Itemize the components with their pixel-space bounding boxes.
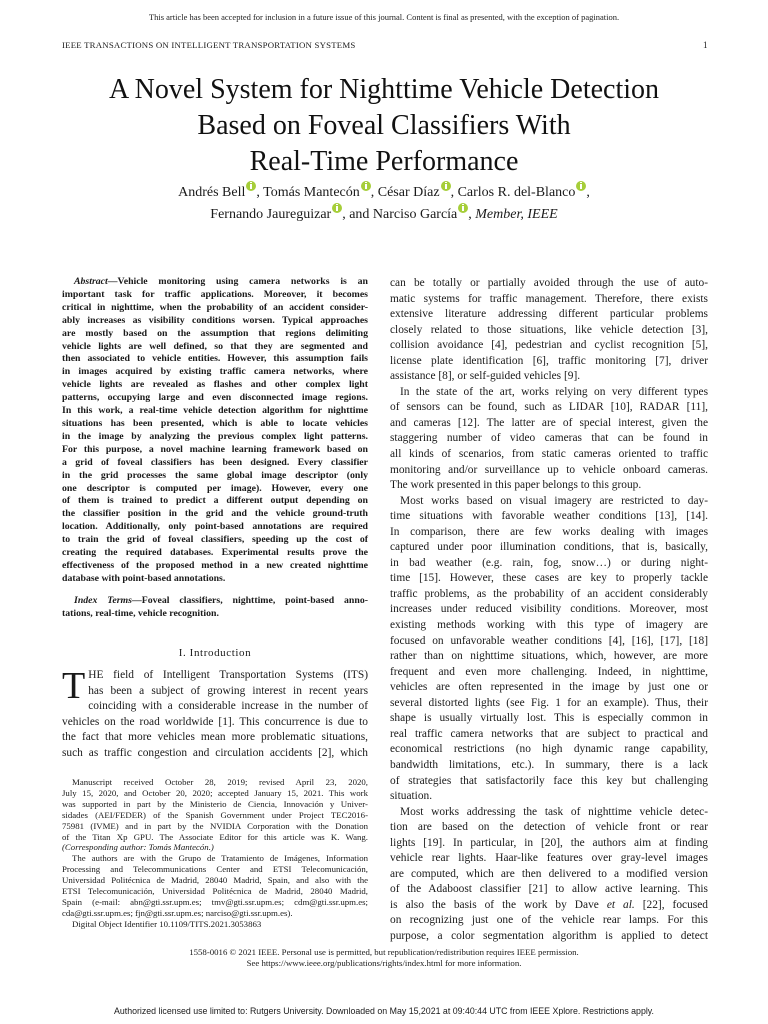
intro-line: such as traffic congestion and circulation accidents [2], which [62,746,368,759]
body-line: all kinds of scenarios, from static cameras oriented to traffic [390,448,708,461]
footnote-line: (Corresponding author: Tomás Mantecón.) [62,842,214,853]
body-line: and cameras [12]. The latter are of special interest, given the [390,416,708,429]
body-line: assistance [8], or self-guided vehicles [9]. [390,370,581,383]
footnote-line: sidades (AEI/FEDER) of the Spanish Government under Project TEC2016- [62,809,368,820]
body-line: time situations with favorable weather conditions [13], [14]. [390,510,708,523]
orcid-icon[interactable] [246,181,256,191]
abstract-line: location. Additionally, only point-based annotations are required [62,521,368,533]
index-terms [62,595,368,621]
body-line: economical restrictions (no high dynamic range capability, [390,743,708,756]
body-line: of the Adaboost classifier [21] to allow active learning. This [390,883,708,896]
footnote-line: Universidad Politécnica de Madrid, 28040 Madrid, Spain, and also with the [62,875,368,886]
abstract-line: ably increases as visibility conditions worsen. Typical approaches [62,314,368,326]
body-line: vehicle rear lights. Haar-like features over gray-level images [390,852,708,865]
intro-line: the fact that more vehicles mean more problematic situations, [62,731,368,744]
body-line: closely related to those situations, like vehicle detection [3], [390,323,708,336]
intro-line: coinciding with a considerable increase in the number of [88,700,368,713]
abstract-line: For this purpose, a novel machine learning framework based on [62,443,368,455]
abstract-line: in the grid processes the same global image descriptor (only [62,469,368,481]
drop-cap: T [62,665,86,707]
index-terms-line: Foveal classifiers, nighttime, point-based anno- [141,595,368,606]
abstract-line: Vehicle monitoring using camera networks is an [117,276,368,287]
body-line: of strategies that satisfactorily face this key but challenging [390,774,708,787]
license-banner: Authorized licensed use limited to: Rutgers University. Downloaded on May 15,2021 at 09:40:44 UTC from IEEE Xplore. Restrictions apply. [114,1006,654,1016]
abstract-line: important task for traffic applications. Moreover, it becomes [62,288,368,300]
body-line: rather than on nighttime situations, which, however, are more [390,650,708,663]
author-name: , Carlos R. del-Blanco [450,185,576,200]
orcid-icon[interactable] [361,181,371,191]
abstract-line: creating the required databases. Experimental results prove the [62,547,368,559]
title-line: A Novel System for Nighttime Vehicle Detection [108,74,660,105]
footnote-line: ETSI Telecomunicación, Universidad Politécnica de Madrid, 28040 Madrid, [62,886,368,897]
orcid-icon[interactable] [458,203,468,213]
intro-line: has been a subject of growing interest in recent years [88,684,368,697]
body-line: time [15]. However, these cases are key to properly tackle [390,572,708,585]
manuscript-footnote [62,777,368,930]
body-line: several distorted lights (see Fig. 1 for an example). Thus, their [390,696,708,709]
abstract-line: in images acquired by existing traffic camera networks, where [62,366,368,378]
et-al: et al. [606,898,635,911]
abstract-line: to train the grid of foveal classifiers, speeding up the cost of [62,534,368,546]
author-name: , and Narciso García [342,207,458,222]
body-line: The work presented in this paper belongs to this group. [390,479,642,492]
footnote-line: Manuscript received October 28, 2019; revised April 23, 2020, [72,777,368,787]
author-name: Fernando Jaureguizar [210,207,332,222]
footnote-line: Spain (e-mail: abn@gti.ssr.upm.es; tmv@gti.ssr.upm.es; cdm@gti.ssr.upm.es; [62,896,368,907]
body-line: extensive literature addressing different particular problems [390,308,708,321]
abstract-line: vehicle lights are revealed as flashes and other complex light [62,379,368,391]
body-line: traffic problems, as the probability of an accident considerably [390,587,708,600]
abstract-line: vehicle lights are well defined, so that they are segmented and [62,340,368,352]
footnote-line: July 15, 2020, and October 20, 2020; accepted January 15, 2021. This work [62,787,368,798]
body-line-tail: [22], focused [634,898,708,911]
title-line: Real-Time Performance [249,146,519,177]
rights-link-line[interactable]: See https://www.ieee.org/publications/rights/index.html for more information. [246,958,522,968]
abstract-line: are mostly based on the assumption that regions delimiting [62,327,368,339]
body-line: existing methods working with this type of imagery are [390,619,708,632]
body-line: vehicles are often represented in the image by just one or [390,681,708,694]
author-separator: , [586,185,590,200]
body-line: Most works addressing the task of nighttime vehicle detec- [400,805,708,818]
body-line: of sensors can be found, such as LIDAR [10], RADAR [11], [390,401,708,414]
abstract-line: a grid of foveal classifiers has been designed. Every classifier [62,456,368,468]
footnote-line: 75981 (IVME) and in part by the NVIDIA Corporation with the Donation [62,820,368,831]
introduction-text [62,665,368,761]
author-separator: , [468,207,476,222]
title-line: Based on Foveal Classifiers With [197,110,571,141]
footnote-line: was supported in part by the Ministerio de Ciencia, Innovación y Univer- [62,798,368,809]
body-line: In the state of the art, works relying on very different types [400,385,708,398]
author-list [40,181,728,225]
abstract-line: patterns, occupying large and even disconnected image regions. [62,392,368,404]
author-name: Andrés Bell [178,185,246,200]
body-line: real traffic camera networks that are subject to practical and [390,727,708,740]
index-terms-line: tations, real-time, vehicle recognition. [62,607,219,619]
abstract-line: critical in nighttime, when the probability of an accident consider- [62,301,368,313]
footnote-line: of the Titan Xp GPU. The Associate Editor for this article was K. Wang. [62,831,368,842]
body-line: In comparison, there are few works dealing with images [390,525,708,538]
body-line: increases under reduced visibility conditions. Moreover, most [390,603,708,616]
intro-line: vehicles on the road worldwide [1]. This concurrence is due to [62,715,368,728]
abstract-line: then associated to vehicle entities. However, this assumption fails [62,353,368,365]
body-line: frequent and even more challenging. Indeed, in nighttime, [390,665,708,678]
acceptance-notice: This article has been accepted for inclusion in a future issue of this journal. Content is final as presented, with the exception of pagination. [148,12,620,22]
abstract-line: one descriptor is computed per image). However, every one [62,482,368,494]
orcid-icon[interactable] [576,181,586,191]
abstract-line: in the image by analyzing the previous complex light patterns. [62,430,368,442]
body-line: matic systems for traffic management. Therefore, there exists [390,292,708,305]
abstract [62,276,368,586]
abstract-line: situations has been presented, which is able to locate vehicles [62,417,368,429]
journal-name: IEEE TRANSACTIONS ON INTELLIGENT TRANSPORTATION SYSTEMS [62,40,356,50]
abstract-line: database with point-based annotations. [62,572,226,584]
abstract-lead: Abstract— [74,276,118,287]
abstract-line: of them is trained to predict a different output depending on [62,495,368,507]
orcid-icon[interactable] [441,181,451,191]
body-line: Most works based on visual imagery are restricted to day- [400,494,708,507]
body-line: staggering number of video cameras that can be found in [390,432,708,445]
body-line: license plate identification [6], traffic monitoring [7], driver [390,354,708,367]
body-line: shape is usually virtually lost. This is especially common in [390,712,708,725]
author-name: , Tomás Mantecón [256,185,360,200]
body-line: on recognizing just one of the vehicle rear lamps. For this [390,914,708,927]
abstract-line: the classifier position in the grid and the vehicle ground-truth [62,508,368,520]
body-line: situation. [390,790,433,803]
footnote-line: Processing and Telecommunications Center and ETSI Telecomunicación, [62,864,368,875]
doi-line: Digital Object Identifier 10.1109/TITS.2021.3053863 [72,918,262,929]
footnote-line: cda@gti.ssr.upm.es; fjn@gti.ssr.upm.es; narciso@gti.ssr.upm.es). [62,907,293,918]
body-line: lights [19]. In particular, in [20], the authors aim at finding [390,836,708,849]
page-number: 1 [703,40,708,50]
author-name: , César Díaz [370,185,440,200]
body-line: in bad weather (e.g. rain, fog, snow…) or during night- [390,556,708,569]
footnote-line: The authors are with the Grupo de Tratamiento de Imágenes, Information [72,853,368,864]
body-line: purpose, a color segmentation algorithm is applied to detect [390,929,708,942]
body-line: tion are based on the detection of vehicle front or rear [390,821,708,834]
copyright-footer [0,947,768,969]
abstract-line: effectiveness of the proposed method in a new created nighttime [62,559,368,571]
right-column-text [390,276,708,945]
body-line: monitoring and/or surveillance up to vehicle onboard cameras. [390,463,708,476]
body-line: can be totally or partially avoided through the use of auto- [390,277,708,289]
body-line: bandwidth limitations, etc.). In summary, there is a lack [390,758,708,771]
index-terms-lead: Index Terms— [74,595,142,606]
body-line: focused on unfavorable weather conditions [4], [16], [17], [18] [390,634,708,647]
section-heading: I. Introduction [178,647,252,659]
body-line: are computed, which are then delivered to a modified version [390,867,708,880]
copyright-line: 1558-0016 © 2021 IEEE. Personal use is permitted, but republication/redistribution requires IEEE permission. [189,947,579,957]
orcid-icon[interactable] [332,203,342,213]
abstract-line: In this work, a real-time vehicle detection algorithm for nighttime [62,405,368,417]
body-line-text: is also the basis of the work by Dave [390,898,607,911]
body-line: captured under poor illumination conditions, that is, basically, [390,541,708,554]
intro-line: HE field of Intelligent Transportation Systems (ITS) [88,669,368,681]
member-title: Member, IEEE [475,207,558,222]
body-line [390,898,708,914]
body-line: collision avoidance [4], pedestrian and cyclist recognition [5], [390,339,708,352]
paper-title [40,72,728,180]
